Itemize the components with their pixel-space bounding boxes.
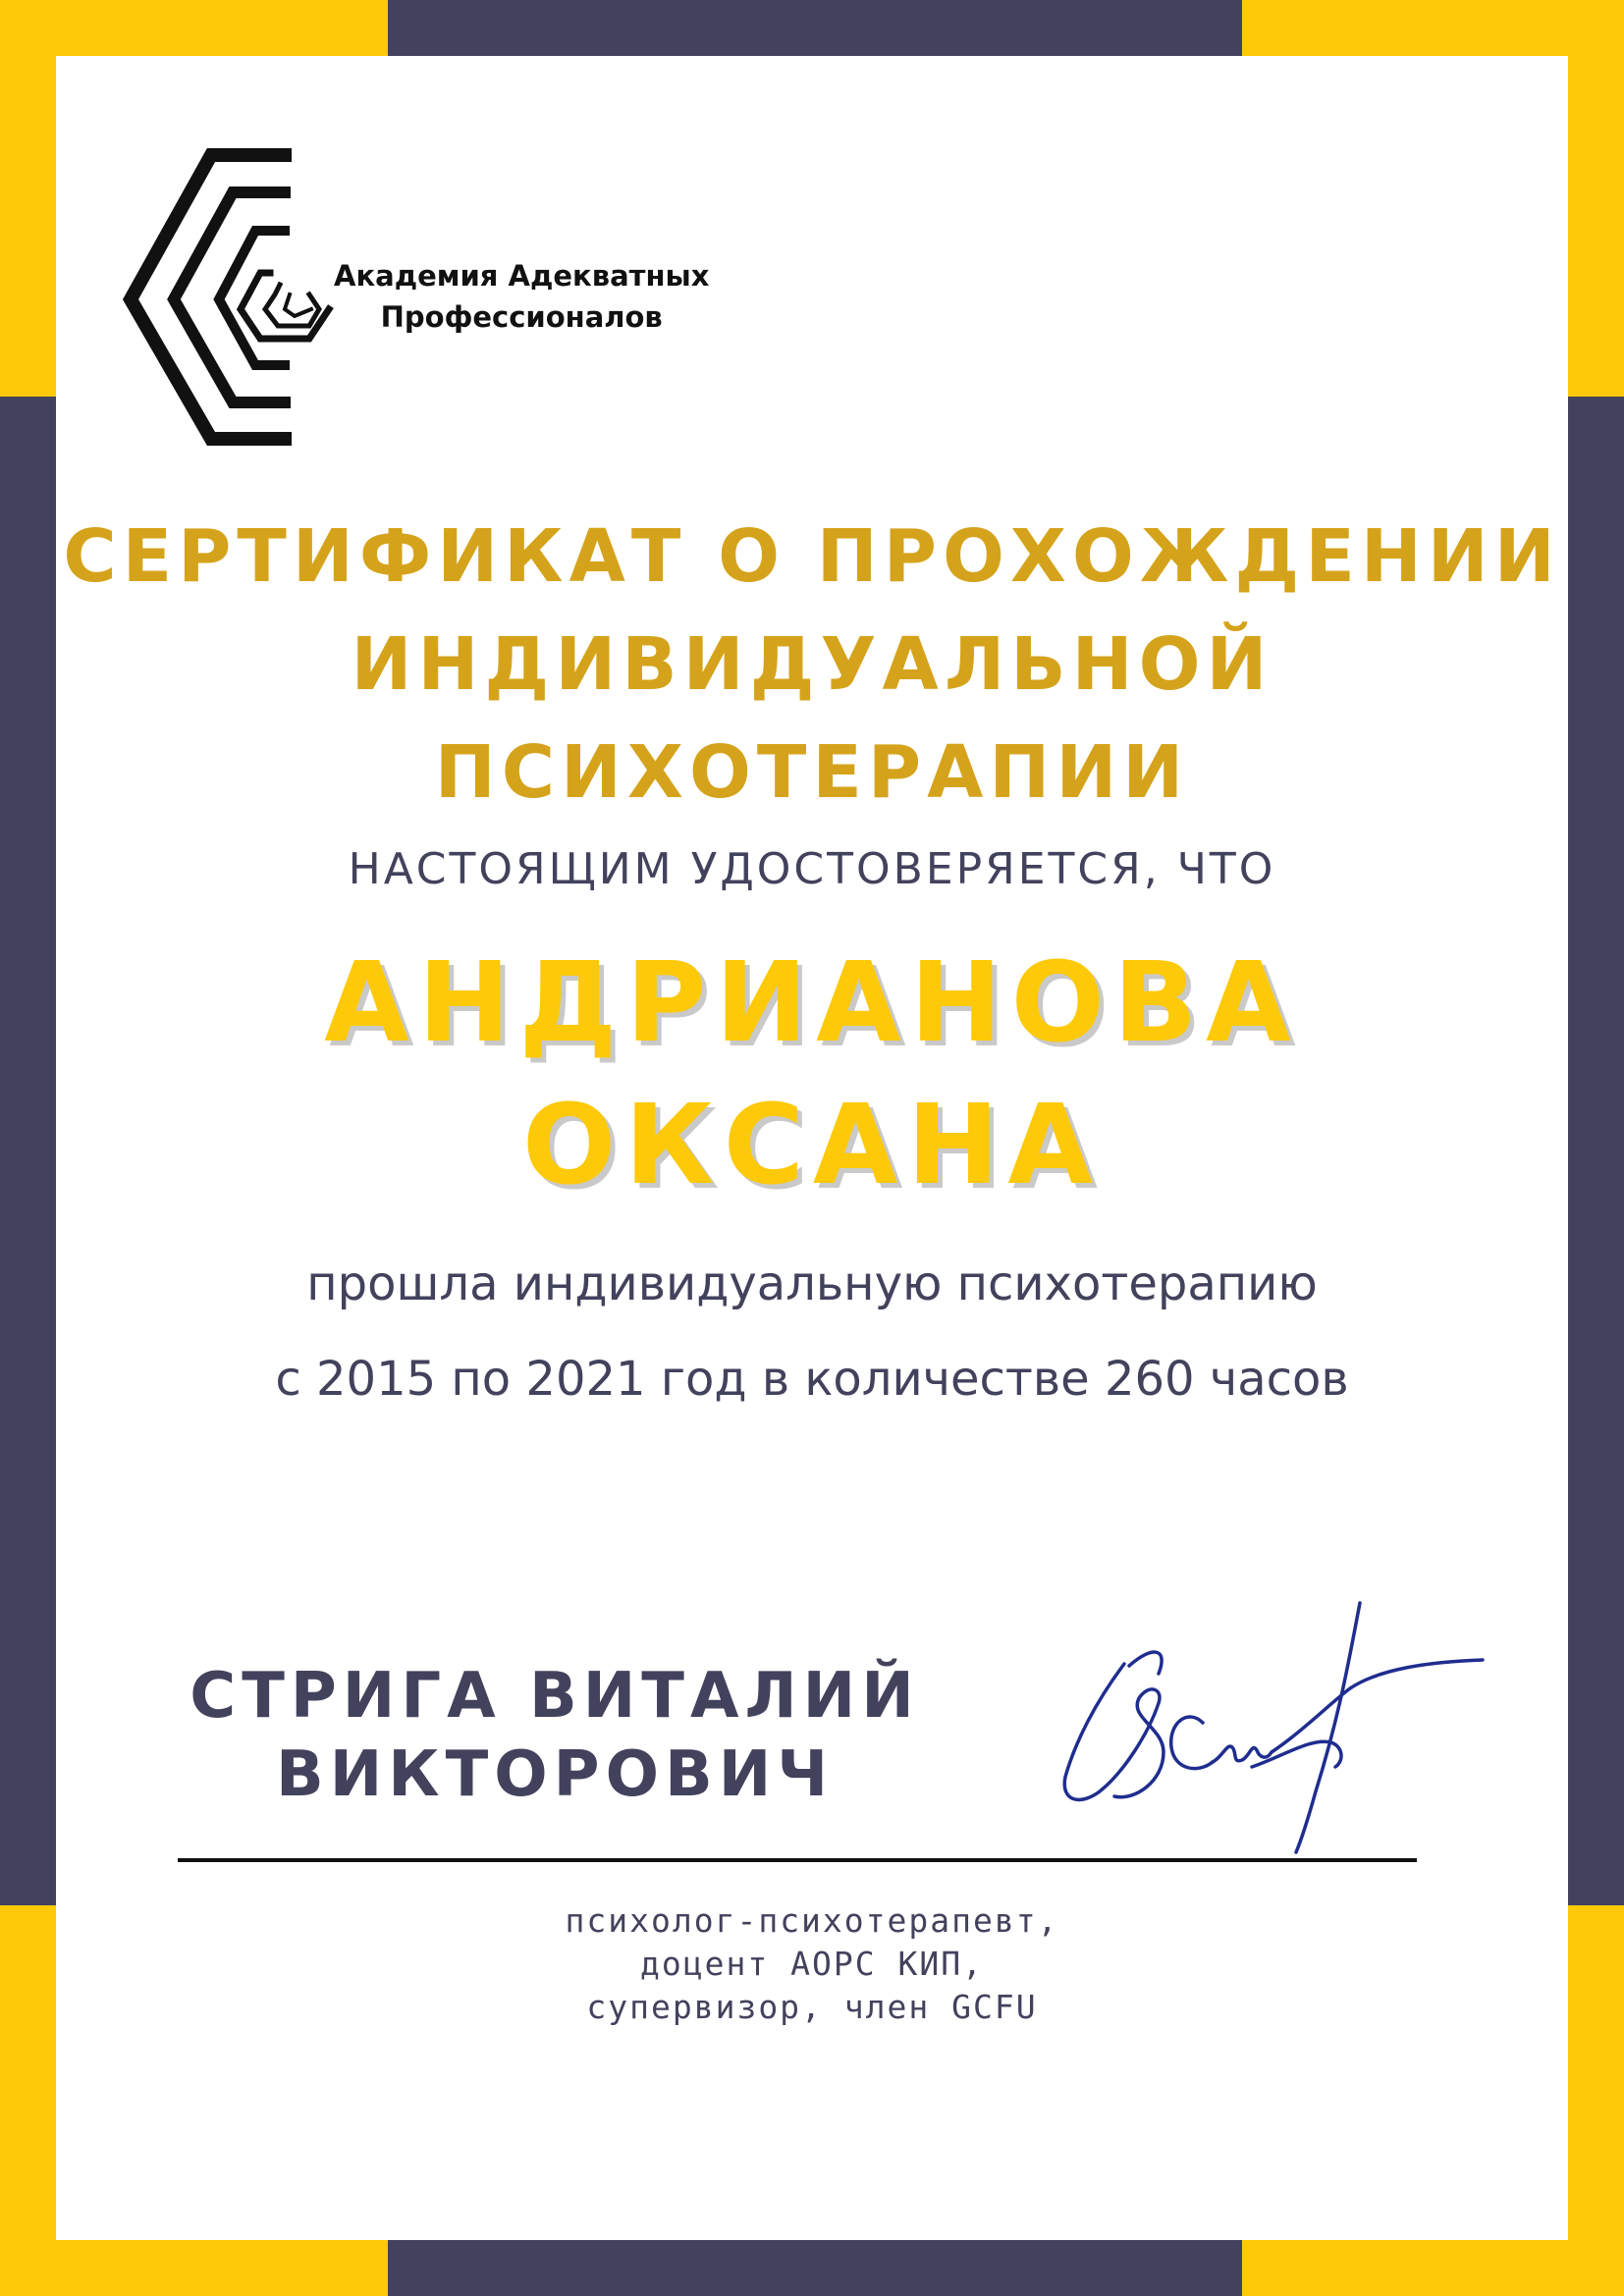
certificate-body — [0, 1237, 1624, 1427]
certificate-body-line-2: с 2015 по 2021 год в количестве 260 часов — [275, 1352, 1349, 1407]
handwritten-signature — [1056, 1595, 1488, 1860]
academy-name-line-1: Академия Адекватных — [334, 259, 710, 293]
signer-name — [177, 1657, 933, 1814]
certification-intro: НАСТОЯЩИМ УДОСТОВЕРЯЕТСЯ, ЧТО — [348, 844, 1276, 894]
frame-band-bottom-center — [388, 2238, 1242, 2296]
certificate-body-line-1: прошла индивидуальную психотерапию — [306, 1256, 1318, 1311]
frame-band-right-top — [1567, 0, 1624, 397]
certificate-title-line-1: СЕРТИФИКАТ О ПРОХОЖДЕНИИ — [63, 514, 1561, 599]
certificate-title-line-3: ПСИХОТЕРАПИИ — [434, 730, 1190, 815]
signer-role-line-1: психолог-психотерапевт, — [565, 1901, 1059, 1940]
certificate-title-line-2: ИНДИВИДУАЛЬНОЙ — [351, 622, 1273, 707]
frame-band-top-center — [388, 0, 1242, 59]
recipient-surname: АНДРИАНОВА — [324, 939, 1300, 1067]
frame-band-left-top — [0, 0, 59, 397]
academy-name — [334, 255, 709, 338]
signer-role-line-3: супервизор, член GCFU — [586, 1988, 1038, 2026]
certificate-title — [0, 503, 1624, 827]
signer-name-line-1: СТРИГА ВИТАЛИЙ — [189, 1660, 920, 1733]
signer-role — [0, 1899, 1624, 2029]
signature-line — [178, 1858, 1417, 1862]
signer-name-line-2: ВИКТОРОВИЧ — [275, 1738, 835, 1811]
recipient-first-name: ОКСАНА — [521, 1082, 1103, 1209]
academy-name-line-2: Профессионалов — [380, 300, 663, 334]
signer-role-line-2: доцент АОРС КИП, — [640, 1945, 984, 1983]
academy-logo — [123, 147, 712, 452]
recipient-name — [0, 933, 1624, 1217]
concentric-chevrons-logo-icon — [123, 147, 349, 452]
